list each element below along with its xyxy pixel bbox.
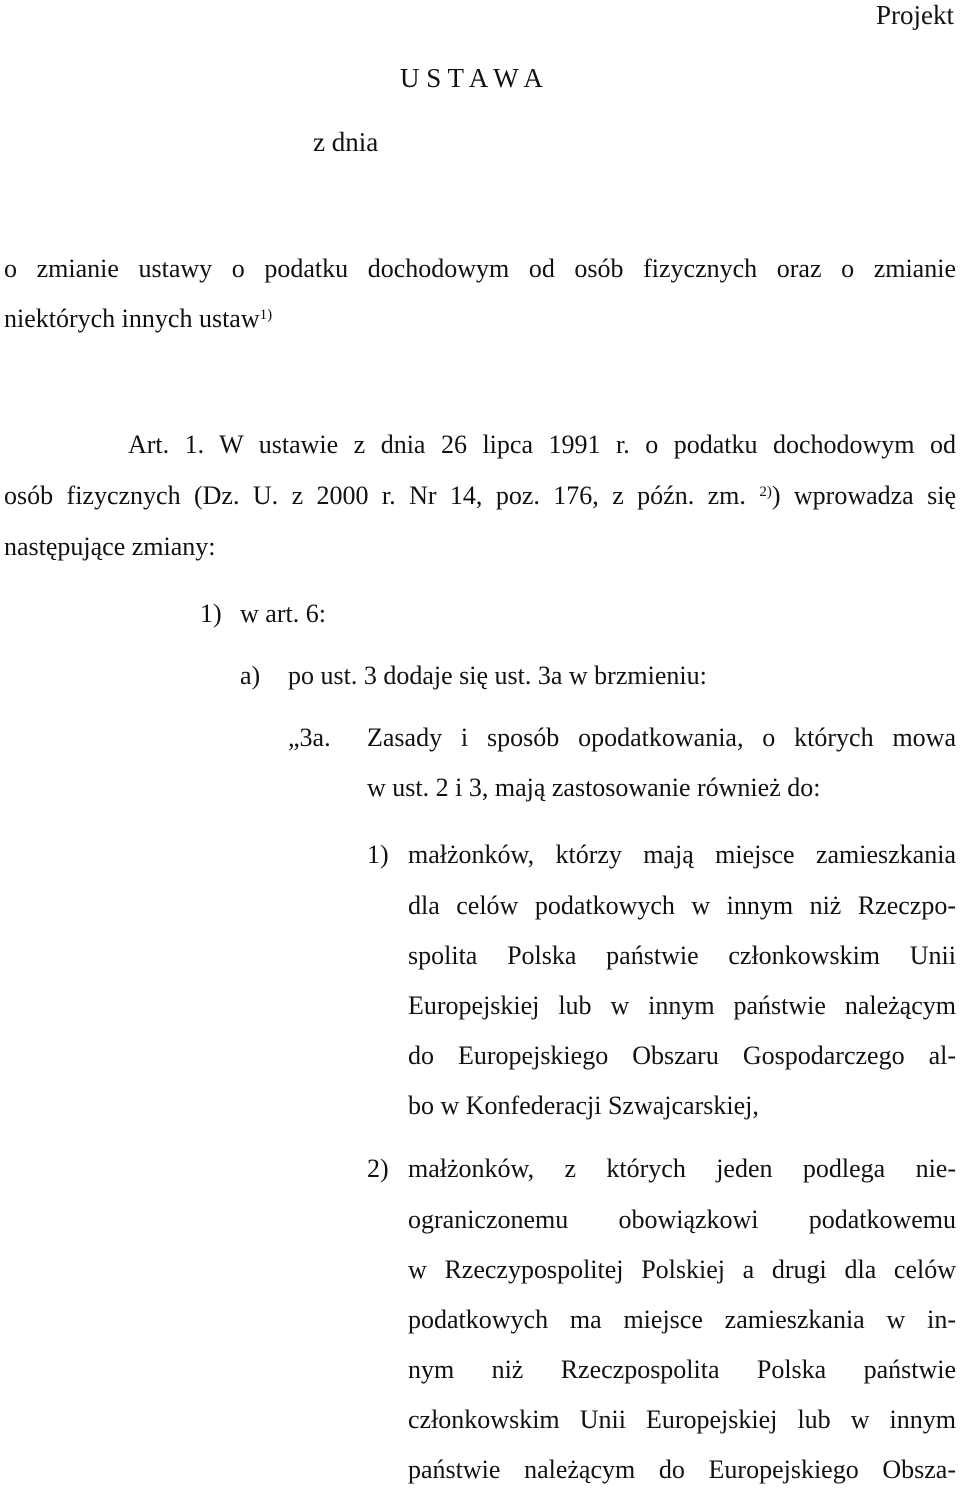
article-1-line-1: Art. 1. W ustawie z dnia 26 lipca 1991 r. o podatku dochodowym od <box>128 430 956 459</box>
item-2-line: nym niż Rzeczpospolita Polska państwie <box>408 1355 956 1384</box>
footnote-ref-2: 2) <box>759 484 772 500</box>
projekt-label: Projekt <box>876 0 954 30</box>
date-line: z dnia <box>313 127 379 157</box>
paragraph-3a-label: „3a. <box>288 723 331 752</box>
article-1-line-3: następujące zmiany: <box>4 532 216 561</box>
item-1-line: bo w Konfederacji Szwajcarskiej, <box>408 1091 759 1120</box>
item-2-line: małżonków, z których jeden podlega nie- <box>408 1154 956 1183</box>
law-title-line-2: niektórych innych ustaw$^{1)}$ <box>4 304 273 333</box>
item-2-line: członkowskim Unii Europejskiej lub w innym <box>408 1405 956 1434</box>
point-1-text: w art. 6: <box>240 599 326 628</box>
item-1-line: małżonków, którzy mają miejsce zamieszkania <box>408 840 956 869</box>
item-1-number: 1) <box>367 840 389 869</box>
letter-a-text: po ust. 3 dodaje się ust. 3a w brzmieniu: <box>288 661 707 690</box>
letter-a-label: a) <box>240 661 261 690</box>
law-title-line-1: o zmianie ustawy o podatku dochodowym od osób fizycznych oraz o zmianie <box>4 254 956 283</box>
footnote-ref-1: 1) <box>259 307 273 323</box>
item-1-line: do Europejskiego Obszaru Gospodarczego al- <box>408 1041 956 1070</box>
item-2-number: 2) <box>367 1154 389 1183</box>
point-1-number: 1) <box>200 599 222 628</box>
item-1-line: spolita Polska państwie członkowskim Unii <box>408 941 956 970</box>
document-title-ustawa: U S T A W A <box>400 63 543 93</box>
item-1-line: dla celów podatkowych w innym niż Rzeczpo- <box>408 891 956 920</box>
item-2-line: ograniczonemu obowiązkowi podatkowemu <box>408 1205 956 1234</box>
paragraph-3a-line-1: Zasady i sposób opodatkowania, o których mowa <box>367 723 956 752</box>
article-1-line-2: osób fizycznych (Dz. U. z 2000 r. Nr 14, poz. 176, z późn. zm. $^{2)}$) wprowadza się <box>4 481 957 510</box>
item-2-line: w Rzeczypospolitej Polskiej a drugi dla celów <box>408 1255 956 1284</box>
item-2-line: państwie należącym do Europejskiego Obsza- <box>408 1455 956 1484</box>
item-1-line: Europejskiej lub w innym państwie należącym <box>408 991 956 1020</box>
item-2-line: podatkowych ma miejsce zamieszkania w in- <box>408 1305 956 1334</box>
paragraph-3a-line-2: w ust. 2 i 3, mają zastosowanie również do: <box>367 773 821 802</box>
